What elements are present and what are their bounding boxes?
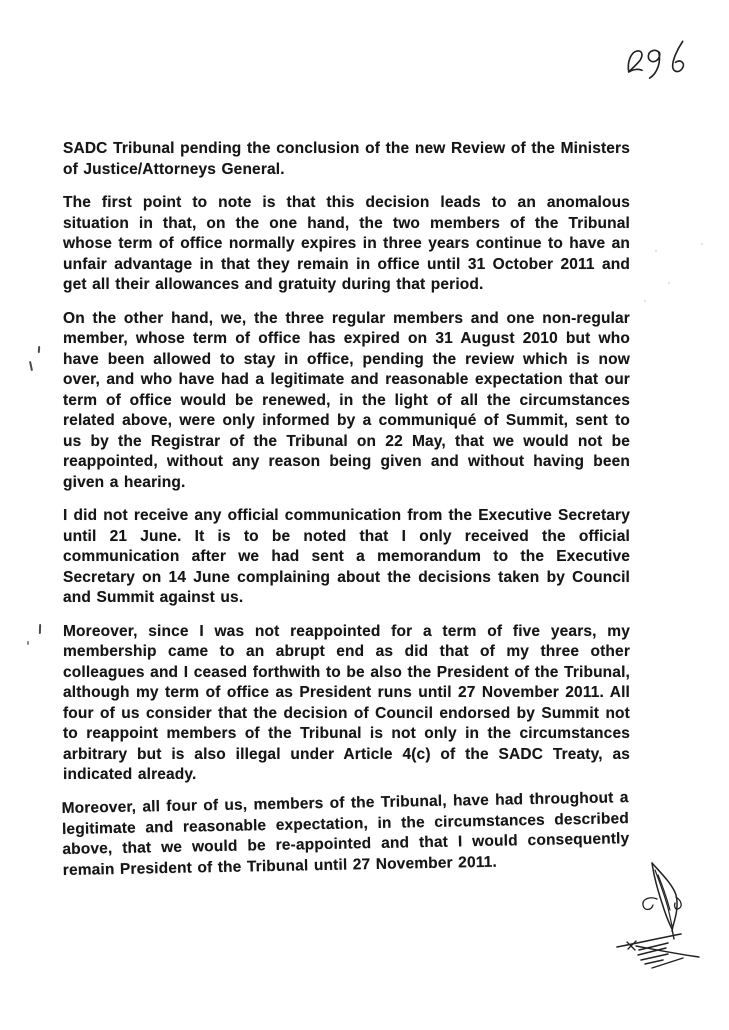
scan-speck <box>644 300 646 302</box>
scan-margin-mark <box>38 346 40 353</box>
paragraph: I did not receive any official communication from the Executive Secretary until 21 June. It is to be noted that I only received the official communication after we had sent a memorandum to the Executive Secretary on 14 June complaining about the decisions taken by Council and Summit against us. <box>63 507 630 606</box>
paragraph: Moreover, since I was not reappointed for a term of five years, my membership came to an abrupt end as did that of my three other colleagues and I ceased forthwith to be also the President of the Tribunal, although my term of office as President runs until 27 November 2011. All four of us consider that the decision of Council endorsed by Summit not to reappoint members of the Tribunal is not only in the circumstances arbitrary but is also illegal under Article 4(c) of the SADC Treaty, as indicated already. <box>63 622 630 783</box>
scan-margin-mark <box>39 624 41 634</box>
document-text <box>63 139 630 894</box>
paragraph: The first point to note is that this decision leads to an anomalous situation in that, on the one hand, the two members of the Tribunal whose term of office normally expires in three years continue to have an unfair advantage in that they remain in office until 31 October 2011 and get all their allowances and gratuity during that period. <box>63 194 630 293</box>
handwritten-page-number-icon <box>623 36 699 84</box>
paragraph: Moreover, all four of us, members of the Tribunal, have had throughout a legitimate and reasonable expectation, in the circumstances described above, that we would be re-appointed and that I would consequently remain President of the Tribunal until 27 November 2011. <box>61 788 630 879</box>
paragraph: On the other hand, we, the three regular members and one non-regular member, whose term of office has expired on 31 August 2010 but who have been allowed to stay in office, pending the review which is now over, and who have had a legitimate and reasonable expectation that our term of office would be renewed, in the light of all the circumstances related above, were only informed by a communiqué of Summit, sent to us by the Registrar of the Tribunal on 22 May, that we would not be reappointed, without any reason being given and without having been given a hearing. <box>63 309 630 491</box>
scan-speck <box>701 243 703 245</box>
scan-margin-mark <box>29 361 33 371</box>
scan-speck <box>655 250 657 252</box>
scan-margin-mark <box>27 641 29 645</box>
scan-speck <box>668 282 670 284</box>
paragraph: SADC Tribunal pending the conclusion of the new Review of the Ministers of Justice/Attorneys General. <box>63 140 630 178</box>
signature-pen-flourish-icon <box>595 855 729 985</box>
